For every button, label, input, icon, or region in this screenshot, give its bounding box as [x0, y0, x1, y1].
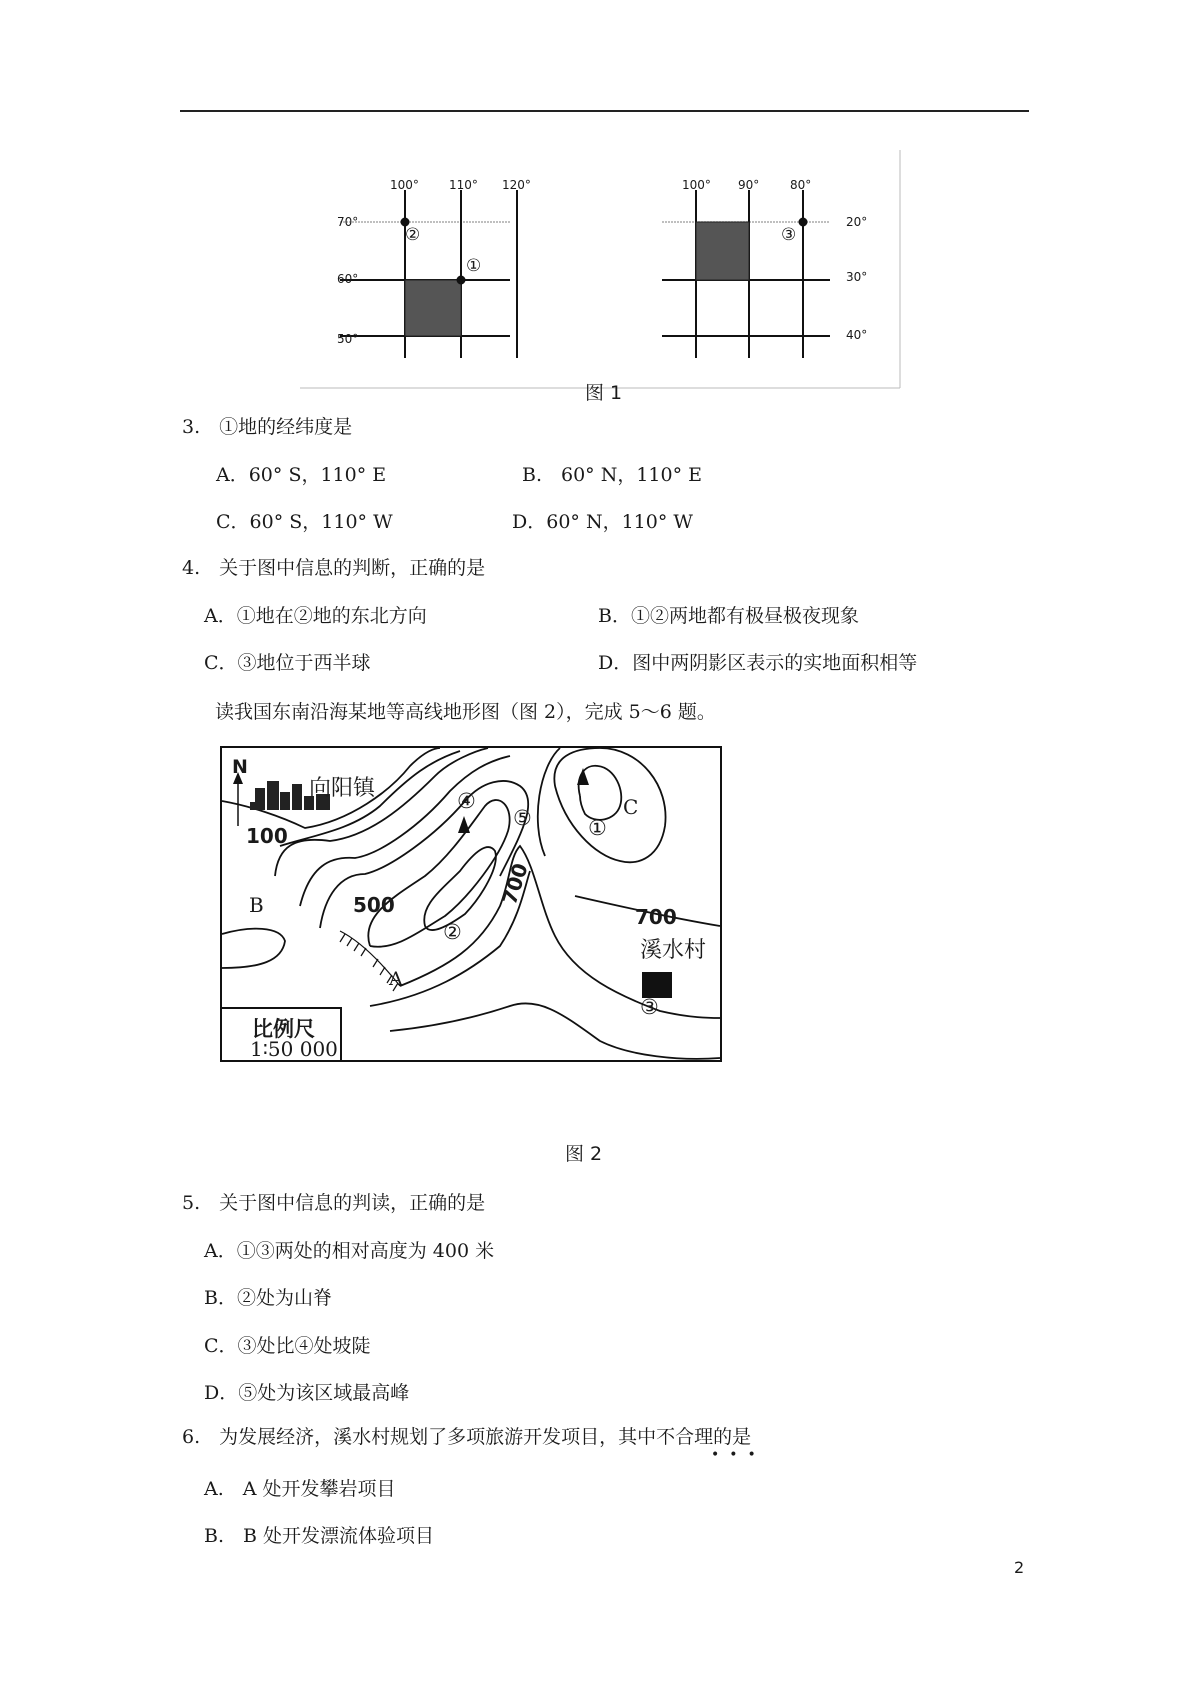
figure-2-caption: 图 2	[565, 1143, 603, 1165]
point-2-map: ②	[443, 920, 462, 944]
lon-label-100-right: 100°	[682, 178, 711, 192]
q4-stem: 4. 关于图中信息的判断，正确的是	[182, 557, 486, 579]
north-label: N	[232, 756, 248, 778]
lat-label-70: 70°	[337, 215, 359, 229]
scale-title: 比例尺	[252, 1017, 315, 1041]
lat-label-50: 50°	[337, 332, 359, 346]
point-c-map: C	[623, 795, 639, 819]
point-1-map: ①	[588, 816, 607, 840]
q6-option-b: B. B 处开发漂流体验项目	[204, 1525, 435, 1547]
point-2-label: ②	[405, 225, 421, 245]
q3-option-a: A．60° S，110° E	[216, 464, 387, 486]
q5-option-a: A．①③两处的相对高度为 400 米	[204, 1240, 495, 1262]
section-intro: 读我国东南沿海某地等高线地形图（图 2），完成 5～6 题。	[215, 701, 716, 723]
emphasis-dots: •••	[711, 1447, 766, 1463]
lon-label-110: 110°	[449, 178, 478, 192]
contour-500-label: 500	[353, 893, 395, 917]
q3-option-b: B. 60° N，110° E	[522, 464, 703, 486]
q5-stem: 5. 关于图中信息的判读，正确的是	[182, 1192, 486, 1214]
contour-100-label: 100	[246, 824, 288, 848]
point-4-map: ④	[457, 789, 476, 813]
point-3-map: ③	[640, 995, 659, 1019]
contour-700-label-east: 700	[635, 905, 677, 929]
lat-label-20: 20°	[846, 215, 868, 229]
village-label: 溪水村	[640, 938, 707, 963]
q6-option-a: A. A 处开发攀岩项目	[204, 1478, 396, 1500]
figure-1-caption: 图 1	[585, 382, 623, 404]
q3-stem: 3. ①地的经纬度是	[182, 416, 353, 438]
scale-value: 1∶50 000	[250, 1037, 338, 1061]
lon-label-100: 100°	[390, 178, 419, 192]
lon-label-80: 80°	[790, 178, 812, 192]
point-3-label: ③	[781, 225, 797, 245]
lon-label-120: 120°	[502, 178, 531, 192]
town-label: 向阳镇	[309, 776, 376, 801]
point-1-label: ①	[466, 256, 482, 276]
right-grid	[662, 190, 830, 358]
contour-700-label-west: 700	[497, 860, 533, 908]
lon-label-90: 90°	[738, 178, 760, 192]
q5-option-b: B．②处为山脊	[204, 1287, 332, 1309]
point-a-map: A	[389, 968, 403, 990]
header-rule	[180, 110, 1029, 112]
lat-label-40: 40°	[846, 328, 868, 342]
q6-stem: 6. 为发展经济，溪水村规划了多项旅游开发项目，其中不合理的是	[182, 1426, 752, 1448]
q5-option-d: D．⑤处为该区域最高峰	[204, 1382, 410, 1404]
q5-option-c: C．③处比④处坡陡	[204, 1335, 371, 1357]
point-5-map: ⑤	[513, 806, 532, 830]
q4-option-d: D．图中两阴影区表示的实地面积相等	[598, 652, 918, 674]
q4-option-c: C．③地位于西半球	[204, 652, 371, 674]
point-b-map: B	[249, 893, 264, 917]
lat-label-30: 30°	[846, 270, 868, 284]
q3-option-c: C．60° S，110° W	[216, 511, 393, 533]
page-number: 2	[1014, 1558, 1025, 1577]
q4-option-a: A．①地在②地的东北方向	[204, 605, 427, 627]
q4-option-b: B．①②两地都有极昼极夜现象	[598, 605, 859, 627]
q3-option-d: D．60° N，110° W	[512, 511, 693, 533]
left-grid	[340, 190, 517, 358]
lat-label-60: 60°	[337, 272, 359, 286]
